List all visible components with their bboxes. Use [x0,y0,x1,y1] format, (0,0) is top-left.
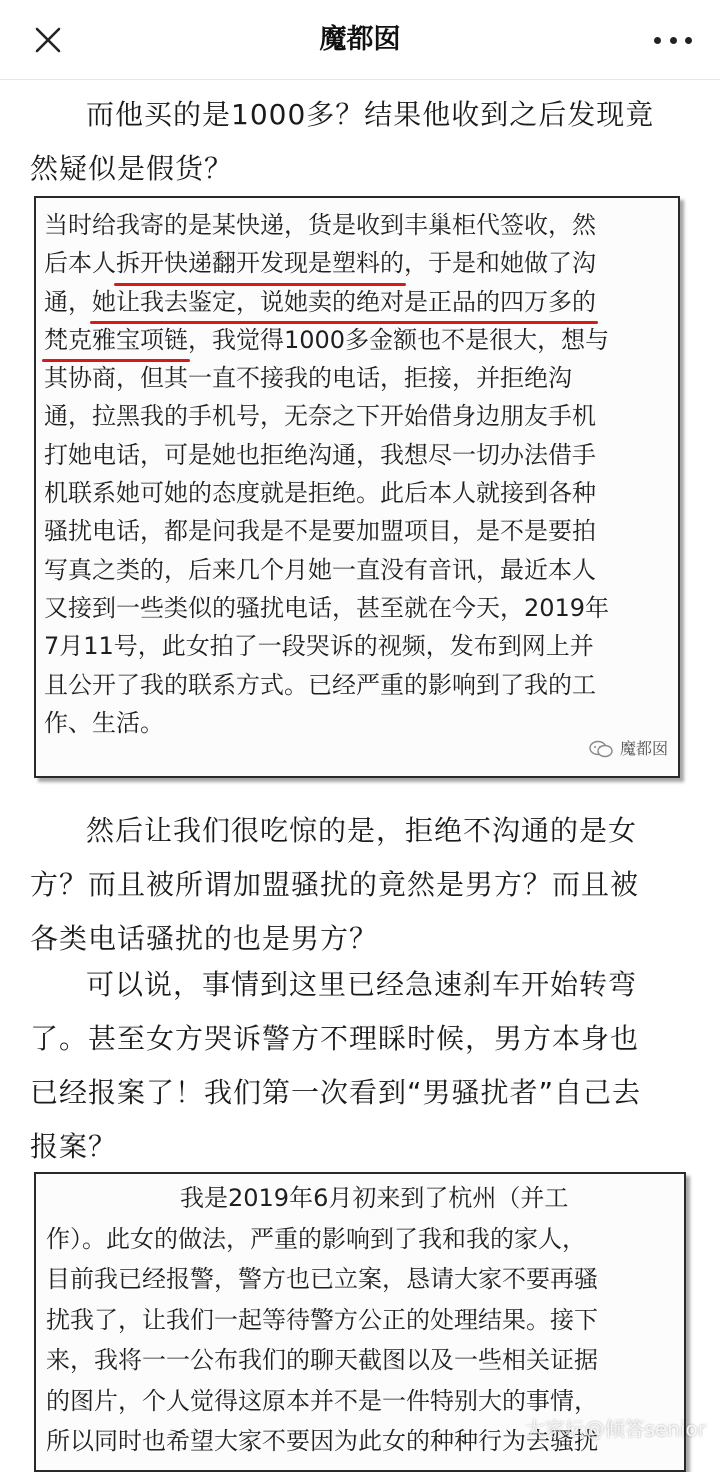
text-line: 报案？ [30,1130,118,1163]
quote-text: ，我觉得1000多金额也不是很大，想与 [188,325,610,354]
quote-line: 且公开了我的联系方式。已经严重的影响到了我的工 [44,670,596,699]
paragraph-2 [30,804,690,966]
page-title: 魔都囡 [319,24,401,55]
more-button[interactable] [646,22,700,58]
text-line: 而他买的是1000多？结果他收到之后发现竟 [86,98,655,131]
quote-line: 目前我已经报警，警方也已立案，恳请大家不要再骚 [46,1265,598,1293]
text-line: 各类电话骚扰的也是男方？ [30,922,379,955]
quote-line: 的图片，个人觉得这原本并不是一件特别大的事情， [46,1386,598,1415]
quote-line: 机联系她可她的态度就是拒绝。此后本人就接到各种 [44,479,596,508]
quote-text: ，于是和她做了沟 [404,249,596,278]
quote-line: 打她电话，可是她也拒绝沟通，我想尽一切办法借手 [44,440,596,469]
text-line: 然后让我们很吃惊的是，拒绝不沟通的是女 [86,814,638,847]
quote-text: 通， [44,287,92,316]
quote-line: 作、生活。 [44,708,164,737]
quote-line: 作）。此女的做法，严重的影响到了我和我的家人， [46,1224,586,1253]
quote-line: 7月11号，此女拍了一段哭诉的视频，发布到网上并 [44,632,594,661]
underlined-text: 她让我去鉴定，说她卖的绝对是正品的四万多的 [92,283,596,321]
quote-line: 写真之类的，后来几个月她一直没有音讯，最近本人 [44,555,596,584]
text-line: 已经报案了！我们第一次看到“男骚扰者”自己去 [30,1076,642,1109]
more-icon [654,37,661,44]
quote-text: 后本人 [44,249,116,278]
more-icon-dot [670,37,677,44]
more-icon-dot [685,37,692,44]
quote-line: 扰我了，让我们一起等待警方公正的处理结果。接下 [46,1305,598,1334]
quote-line: 骚扰电话，都是问我是不是要加盟项目，是不是要拍 [44,517,596,546]
intro-paragraph [30,88,690,196]
quote-line: 又接到一些类似的骚扰电话，甚至就在今天，2019年 [44,593,610,622]
top-bar [0,0,720,80]
quote-line: 当时给我寄的是某快递，货是收到丰巢柜代签收，然 [44,211,596,239]
site-watermark: 大家坛@倾答senior [524,1417,706,1441]
underlined-text: 梵克雅宝项链 [44,321,188,359]
quote-line: 通，拉黑我的手机号，无奈之下开始借身边朋友手机 [44,402,596,431]
text-line: 然疑似是假货？ [30,152,234,185]
quote-line: 我是2019年6月初来到了杭州（并工 [180,1184,569,1212]
text-line: 了。甚至女方哭诉警方不理睬时候，男方本身也 [30,1022,640,1055]
wechat-icon [588,740,614,758]
quote-line [44,244,678,282]
watermark-text: 魔都囡 [619,738,668,758]
quote-line: 其协商，但其一直不接我的电话，拒接，并拒绝沟 [44,364,572,393]
quote-line [44,283,678,321]
text-line: 可以说，事情到这里已经急速刹车开始转弯 [86,968,638,1001]
text-line: 方？而且被所谓加盟骚扰的竟然是男方？而且被 [30,868,640,901]
underlined-text: 拆开快递翻开发现是塑料的 [116,244,404,282]
close-button[interactable] [26,20,70,60]
quote-line: 来，我将一一公布我们的聊天截图以及一些相关证据 [46,1346,598,1374]
close-icon [34,26,62,54]
quote-image-1 [34,196,680,778]
image-watermark [588,730,668,768]
quote-line: 所以同时也希望大家不要因为此女的种种行为去骚扰 [46,1427,598,1455]
paragraph-3 [30,958,690,1174]
quote-line [44,321,678,359]
